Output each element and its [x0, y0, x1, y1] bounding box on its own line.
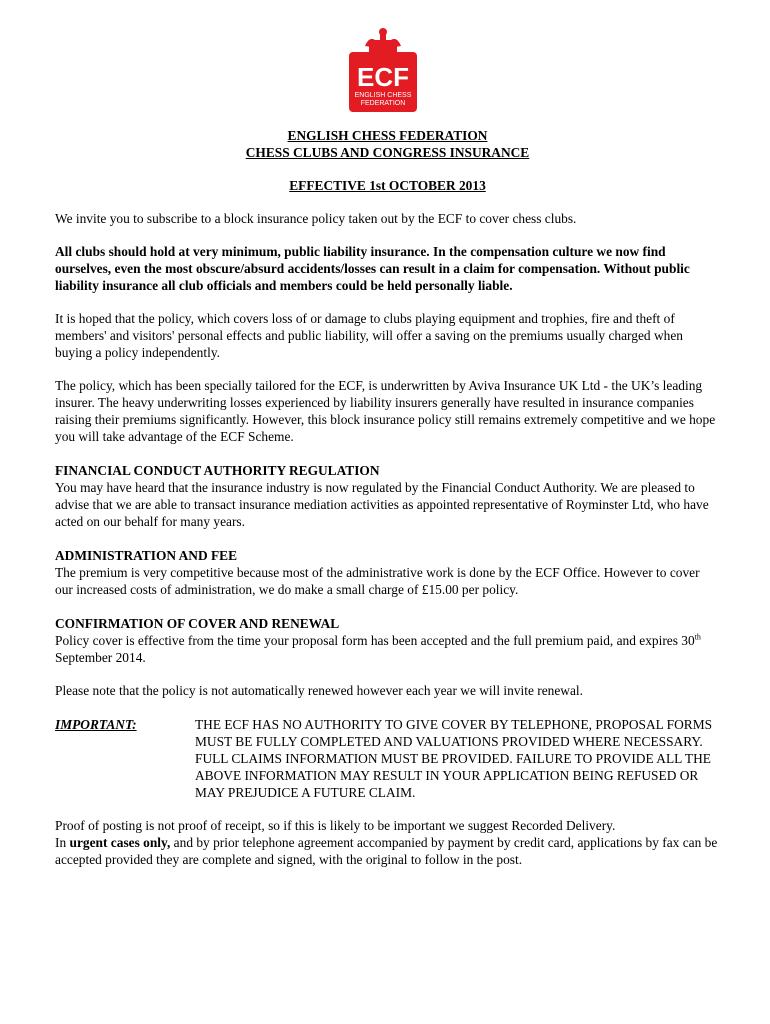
- admin-heading: ADMINISTRATION AND FEE: [55, 548, 238, 563]
- posting-paragraph: Proof of posting is not proof of receipt, so if this is likely to be important we suggest Recorded Delivery. In urgent cases only, and by prior telephone agreement accompanied by payment by credit card, applications by fax can be accepted provided they are complete and signed, with the original to follow in the post.: [55, 818, 718, 867]
- fca-heading: FINANCIAL CONDUCT AUTHORITY REGULATION: [55, 463, 380, 478]
- logo-line1: ENGLISH CHESS: [354, 92, 412, 99]
- logo-letters: ECF: [357, 62, 409, 92]
- renewal-note: Please note that the policy is not automatically renewed however each year we will invite renewal.: [55, 683, 583, 698]
- document-subtitle: CHESS CLUBS AND CONGRESS INSURANCE: [245, 145, 530, 160]
- admin-text: The premium is very competitive because most of the administrative work is done by the ECF Office. However to cover our increased costs of administration, we do make a small charge of £15.00 per policy.: [55, 565, 700, 597]
- ecf-logo: [343, 24, 423, 114]
- important-notice: [55, 716, 720, 801]
- important-label: IMPORTANT:: [55, 717, 137, 732]
- logo-line2: FEDERATION: [360, 100, 406, 107]
- confirmation-text: Policy cover is effective from the time your proposal form has been accepted and the full premium paid, and expires 30th September 2014.: [55, 632, 701, 665]
- confirmation-heading: CONFIRMATION OF COVER AND RENEWAL: [55, 616, 340, 631]
- document-title: ENGLISH CHESS FEDERATION: [287, 128, 488, 143]
- document-body: [55, 124, 720, 868]
- underwriter-paragraph: The policy, which has been specially tailored for the ECF, is underwritten by Aviva Insurance UK Ltd - the UK’s leading insurer. The heavy underwriting losses experienced by liability insurers generally have resulted in insurance companies raising their premiums significantly. However, this block insurance policy still remains extremely competitive and we hope you will take advantage of the ECF Scheme.: [55, 378, 716, 444]
- fca-text: You may have heard that the insurance industry is now regulated by the Financial Conduct Authority. We are pleased to advise that we are able to transact insurance mediation activities as appointed representative of Royminster Ltd, who have acted on our behalf for many years.: [55, 480, 709, 529]
- important-text: THE ECF HAS NO AUTHORITY TO GIVE COVER BY TELEPHONE, PROPOSAL FORMS MUST BE FULLY COMPLETED AND VALUATIONS PROVIDED WHERE NECESSARY. FULL CLAIMS INFORMATION MUST BE PROVIDED. FAILURE TO PROVIDE ALL THE ABOVE INFORMATION MAY RESULT IN YOUR APPLICATION BEING REFUSED OR MAY PREJUDICE A FUTURE CLAIM.: [195, 717, 713, 800]
- liability-paragraph: All clubs should hold at very minimum, public liability insurance. In the compensation culture we now find ourselves, even the most obscure/absurd accidents/losses can result in a claim for compensation. Without public liability insurance all club officials and members could be held personally liable.: [55, 244, 690, 293]
- effective-date: EFFECTIVE 1st OCTOBER 2013: [289, 178, 486, 193]
- intro-paragraph: We invite you to subscribe to a block insurance policy taken out by the ECF to cover chess clubs.: [55, 211, 577, 226]
- policy-cover-paragraph: It is hoped that the policy, which covers loss of or damage to clubs playing equipment and trophies, fire and theft of members' and visitors' personal effects and public liability, will offer a saving on the premiums usually charged when buying a policy independently.: [55, 311, 683, 360]
